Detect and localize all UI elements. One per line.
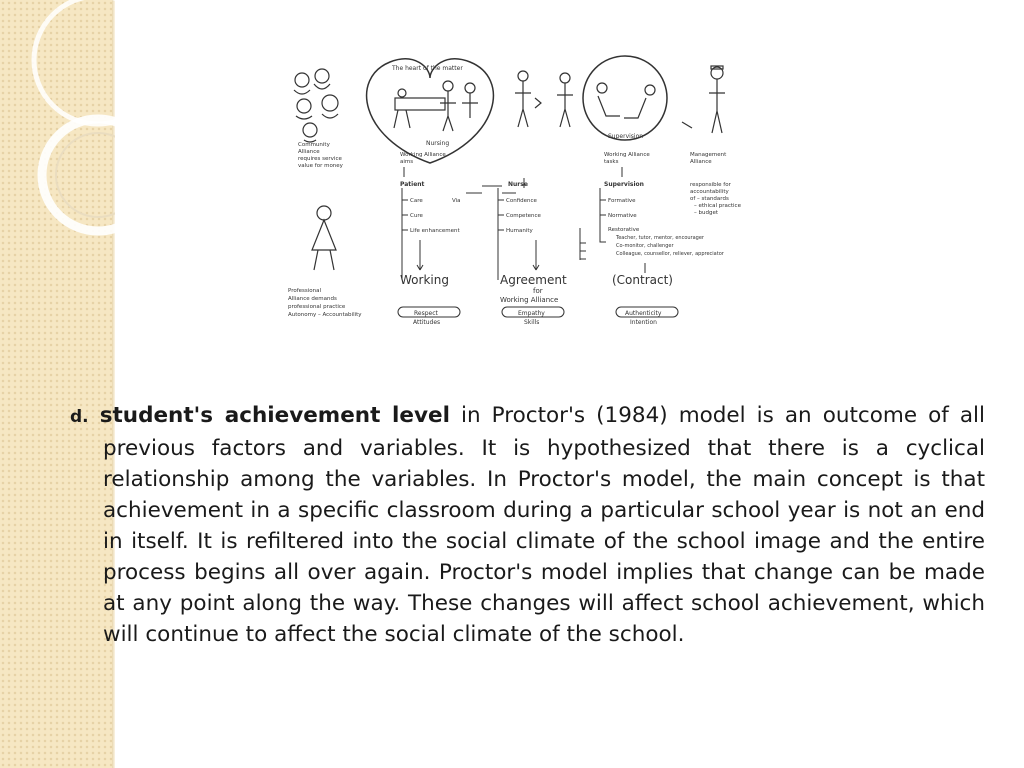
supervision-header: Supervision (604, 181, 644, 188)
svg-text:Working Alliance: Working Alliance (604, 152, 650, 158)
agreement-label: Agreement (500, 273, 567, 287)
proctor-model-diagram (280, 48, 770, 338)
working-alliance-label: Working Alliance (500, 296, 559, 304)
heart-shape (367, 59, 494, 163)
empathy-label: Empathy (518, 310, 545, 317)
community-figures-illustration (294, 69, 338, 142)
svg-text:requires service: requires service (298, 156, 342, 162)
svg-text:of – standards: of – standards (690, 196, 729, 202)
svg-text:Care: Care (410, 198, 423, 204)
body-paragraph (70, 400, 985, 650)
working-alliance-tasks-label (604, 152, 650, 165)
supervision-circle-label: Supervision (608, 133, 644, 140)
responsible-label (690, 182, 742, 216)
restorative-label: Restorative (608, 227, 640, 233)
manager-figure-illustration (682, 66, 725, 133)
svg-text:Cure: Cure (410, 213, 423, 219)
via-label: Via (452, 198, 461, 204)
svg-text:Management: Management (690, 152, 727, 158)
respect-label: Respect (414, 310, 438, 317)
svg-text:Working Alliance: Working Alliance (400, 152, 446, 158)
svg-text:Life enhancement: Life enhancement (410, 228, 460, 234)
svg-text:Formative: Formative (608, 198, 636, 204)
svg-text:Professional: Professional (288, 288, 322, 294)
patient-header: Patient (400, 181, 425, 188)
authenticity-label: Authenticity (625, 310, 662, 317)
svg-text:– ethical practice: – ethical practice (694, 203, 741, 209)
supervision-items (608, 198, 637, 219)
svg-text:Colleague, counsellor, relieve: Colleague, counsellor, reliever, appreciator (616, 251, 724, 257)
professional-figure-illustration (312, 206, 336, 270)
svg-text:– budget: – budget (694, 210, 718, 216)
svg-text:Confidence: Confidence (506, 198, 537, 204)
nursing-label: Nursing (426, 140, 450, 147)
svg-text:tasks: tasks (604, 159, 619, 165)
svg-text:Alliance: Alliance (690, 159, 712, 165)
supervision-circle (583, 56, 667, 140)
svg-text:Alliance: Alliance (298, 149, 320, 155)
for-label: for (533, 287, 543, 295)
intention-label: Intention (630, 319, 657, 326)
supervision-scene-illustration (597, 83, 655, 118)
svg-text:accountability: accountability (690, 189, 729, 195)
paragraph-body: in Proctor's (1984) model is an outcome of all previous factors and variables. It is hypothesized that there is a cyclical relationship among the variables. In Proctor's model, the main concept is that achievement in a specific classroom during a particular school year is not an end in itself. It is refiltered into the social climate of the school image and the entire process begins all over again. Proctor's model implies that change can be made at any point along the way. These changes will affect school achievement, which will continue to affect the social climate of the school. (103, 403, 985, 647)
nurse-items (506, 198, 541, 234)
restorative-items (615, 235, 725, 257)
lead-phrase: student's achievement level (99, 403, 450, 428)
working-label: Working (400, 273, 449, 287)
community-label (298, 142, 344, 169)
professional-alliance-label (288, 288, 362, 318)
contract-label: (Contract) (612, 273, 673, 287)
skills-label: Skills (524, 319, 540, 326)
svg-text:Autonomy – Accountability: Autonomy – Accountability (288, 312, 362, 318)
svg-text:Normative: Normative (608, 213, 637, 219)
nursing-scene-illustration (394, 81, 478, 131)
svg-text:Teacher, tutor, mentor, encour: Teacher, tutor, mentor, encourager (616, 235, 704, 241)
svg-text:value for money: value for money (298, 163, 343, 169)
svg-text:Alliance demands: Alliance demands (288, 296, 337, 302)
svg-text:Community: Community (298, 142, 330, 148)
nurse-figures-illustration (515, 71, 573, 127)
svg-text:Humanity: Humanity (506, 228, 533, 234)
management-alliance-label (690, 152, 727, 165)
svg-text:aims: aims (400, 159, 414, 165)
nurse-header: Nurse (508, 181, 528, 188)
svg-text:Co-monitor, challenger: Co-monitor, challenger (616, 243, 674, 249)
heart-label: The heart of the matter (392, 65, 463, 72)
svg-text:responsible for: responsible for (690, 182, 731, 188)
svg-text:professional practice: professional practice (288, 304, 346, 310)
decorative-circles (0, 0, 115, 400)
attitudes-label: Attitudes (413, 319, 441, 326)
list-marker: d. (70, 407, 89, 427)
svg-text:Competence: Competence (506, 213, 541, 219)
